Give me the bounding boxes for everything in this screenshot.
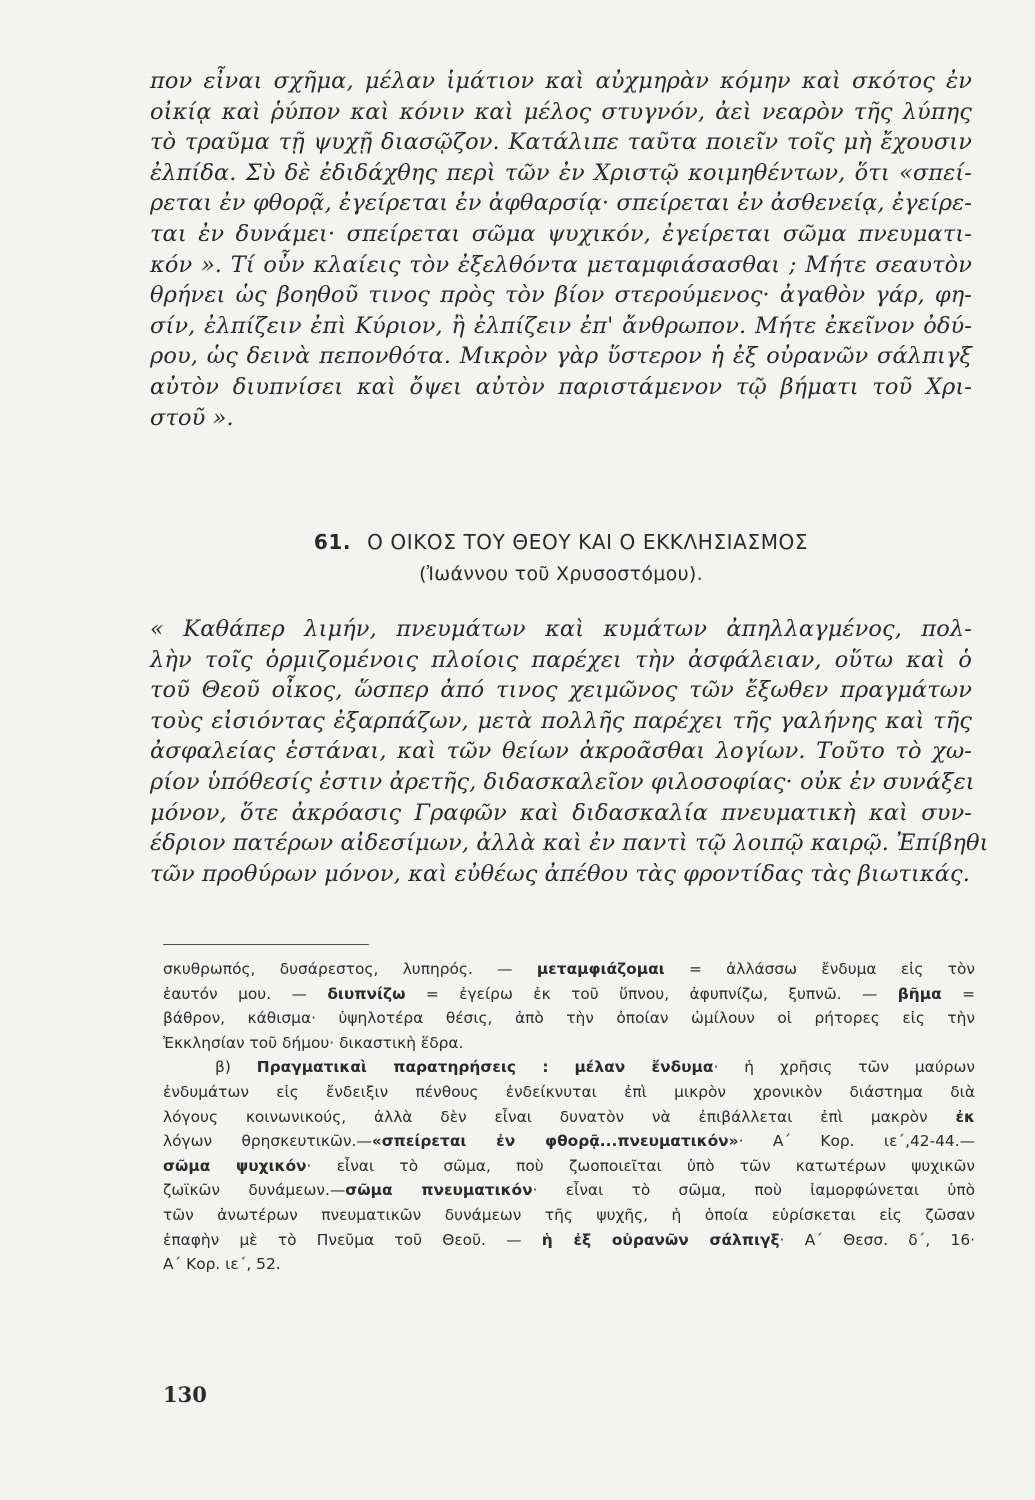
page-number: 130	[163, 1382, 207, 1407]
text-line: στοῦ ».	[150, 404, 234, 431]
note-line	[163, 1228, 975, 1253]
text-line: τῶν προθύρων μόνον, καὶ εὐθέως ἀπέθου τὰς φροντίδας τὰς βιωτικάς.	[150, 860, 970, 887]
text-line: τὸ τραῦμα τῇ ψυχῇ διασῷζον. Κατάλιπε ταῦτα ποιεῖν τοῖς μὴ ἔχουσιν	[150, 129, 972, 156]
note-text: β)	[215, 1058, 257, 1077]
text-line: ται ἐν δυνάμει· σπείρεται σῶμα ψυχικόν, ἐγείρεται σῶμα πνευματι-	[150, 220, 972, 247]
note-line	[163, 1154, 975, 1179]
section-subtitle: (Ἰωάννου τοῦ Χρυσοστόμου).	[419, 563, 703, 585]
text-line: ἀσφαλείας ἑστάναι, καὶ τῶν θείων ἀκροᾶσθαι λογίων. Τοῦτο τὸ χω-	[150, 738, 972, 765]
note-term: σῶμα ψυχικόν	[163, 1156, 307, 1175]
paragraph-1	[150, 66, 972, 433]
note-line	[163, 1129, 975, 1154]
note-text: λόγους κοινωνικούς, ἀλλὰ δὲν εἶναι δυνατὸν νὰ ἐπιβάλλεται ἐπὶ μακρὸν	[163, 1107, 956, 1126]
note-term: διυπνίζω	[327, 984, 406, 1003]
paragraph-2	[150, 614, 989, 889]
note-text: · ἡ χρῆσις τῶν μαύρων	[713, 1058, 975, 1077]
footnotes	[163, 957, 975, 1277]
note-text: · Α΄ Θεσσ. δ΄, 16·	[779, 1230, 976, 1249]
note-line: Α΄ Κορ. ιε΄, 52.	[163, 1255, 281, 1274]
note-text: ἐπαφὴν μὲ τὸ Πνεῦμα τοῦ Θεοῦ. —	[163, 1230, 542, 1249]
text-line: αὐτὸν διυπνίσει καὶ ὄψει αὐτὸν παριστάμενον τῷ βήματι τοῦ Χρι-	[150, 373, 972, 400]
note-line: Ἐκκλησίαν τοῦ δήμου· δικαστικὴ ἕδρα.	[163, 1033, 464, 1052]
text-line: κόν ». Τί οὖν κλαίεις τὸν ἐξελθόντα μεταμφιάσασθαι ; Μήτε σεαυτὸν	[150, 251, 972, 278]
note-term: ἡ ἐξ οὐρανῶν σάλπιγξ	[541, 1230, 780, 1249]
text-line: οἰκίᾳ καὶ ῥύπον καὶ κόνιν καὶ μέλος στυγνόν, ἀεὶ νεαρὸν τῆς λύπης	[150, 98, 972, 125]
note-subheading: Πραγματικαὶ παρατηρήσεις :	[256, 1058, 549, 1077]
text-line: θρήνει ὡς βοηθοῦ τινος πρὸς τὸν βίον στερούμενος· ἀγαθὸν γάρ, φη-	[150, 282, 972, 309]
footnote-divider	[163, 944, 369, 945]
note-line	[163, 1055, 975, 1080]
section-number: 61.	[313, 530, 352, 554]
note-line: ἐνδυμάτων εἰς ἔνδειξιν πένθους ἐνδείκνυται ἐπὶ μικρὸν χρονικὸν διάστημα διὰ	[163, 1082, 975, 1101]
text-line: λὴν τοῖς ὁρμιζομένοις πλοίοις παρέχει τὴν ἀσφάλειαν, οὕτω καὶ ὁ	[150, 646, 972, 673]
note-line	[163, 1105, 975, 1130]
note-line: τῶν ἀνωτέρων πνευματικῶν δυνάμεων τῆς ψυχῆς, ἡ ὁποία εὑρίσκεται εἰς ζῶσαν	[163, 1205, 975, 1224]
note-term: βῆμα	[897, 984, 942, 1003]
text-line: έδριον πατέρων αἰδεσίμων, ἀλλὰ καὶ ἐν παντὶ τῷ λοιπῷ καιρῷ. Ἐπίβηθι	[150, 830, 989, 857]
note-text: · εἶναι τὸ σῶμα, ποὺ ζωοποιεῖται ὑπὸ τῶν κατωτέρων ψυχικῶν	[306, 1156, 975, 1175]
note-term: μέλαν ἔνδυμα	[574, 1058, 714, 1077]
note-text: ἑαυτόν μου. —	[163, 984, 328, 1003]
text-line: σίν, ἐλπίζειν ἐπὶ Κύριον, ἢ ἐλπίζειν ἐπ' ἄνθρωπον. Μήτε ἐκεῖνον ὀδύ-	[150, 312, 972, 339]
note-text: λόγων θρησκευτικῶν.—	[163, 1132, 372, 1151]
text-line: « Καθάπερ λιμήν, πνευμάτων καὶ κυμάτων ἀπηλλαγμένος, πολ-	[150, 616, 972, 642]
text-line: πον εἶναι σχῆμα, μέλαν ἱμάτιον καὶ αὐχμηρὰν κόμην καὶ σκότος ἐν	[150, 68, 972, 94]
note-line	[163, 957, 975, 982]
note-text: =	[941, 984, 975, 1003]
note-text: ζωϊκῶν δυνάμεων.—	[163, 1181, 346, 1200]
note-line	[163, 1178, 975, 1203]
note-term: ἐκ	[955, 1107, 975, 1126]
text-line: ρου, ὡς δεινὰ πεπονθότα. Μικρὸν γὰρ ὕστερον ἡ ἐξ οὐρανῶν σάλπιγξ	[150, 343, 972, 370]
note-term: σῶμα πνευματικόν	[345, 1181, 533, 1200]
text-line: μόνον, ὅτε ἀκρόασις Γραφῶν καὶ διδασκαλία πνευματικὴ καὶ συν-	[150, 799, 972, 826]
note-term: «σπείρεται ἐν φθορᾷ...πνευματικόν»	[371, 1132, 739, 1151]
note-text: · Α΄ Κορ. ιε΄,42-44.—	[738, 1132, 976, 1151]
text-line: ἐλπίδα. Σὺ δὲ ἐδιδάχθης περὶ τῶν ἐν Χριστῷ κοιμηθέντων, ὅτι «σπεί-	[150, 159, 972, 186]
text-line: ρίον ὑπόθεσίς ἐστιν ἀρετῆς, διδασκαλεῖον φιλοσοφίας· οὐκ ἐν συνάξει	[150, 768, 975, 795]
text-line: τοῦ Θεοῦ οἶκος, ὥσπερ ἀπό τινος χειμῶνος τῶν ἔξωθεν πραγμάτων	[150, 677, 972, 704]
note-line: βάθρον, κάθισμα· ὑψηλοτέρα θέσις, ἀπὸ τὴν ὁποίαν ὡμίλουν οἱ ρήτορες εἰς τὴν	[163, 1009, 975, 1028]
text-line: τοὺς εἰσιόντας ἐξαρπάζων, μετὰ πολλῆς παρέχει τῆς γαλήνης καὶ τῆς	[150, 707, 972, 734]
section-heading	[150, 530, 972, 554]
note-text: σκυθρωπός, δυσάρεστος, λυπηρός. —	[163, 960, 537, 978]
note-text: · εἶναι τὸ σῶμα, ποὺ ἰαμορφώνεται ὑπὸ	[532, 1181, 975, 1200]
note-line	[163, 982, 975, 1007]
section-title: Ο ΟΙΚΟΣ ΤΟΥ ΘΕΟΥ ΚΑΙ Ο ΕΚΚΛΗΣΙΑΣΜΟΣ	[367, 530, 809, 554]
note-text	[549, 1058, 575, 1076]
note-text: = ἀλλάσσω ἔνδυμα εἰς τὸν	[664, 960, 976, 978]
note-text: = ἐγείρω ἐκ τοῦ ὕπνου, ἀφυπνίζω, ξυπνῶ. —	[405, 984, 898, 1003]
note-term: μεταμφιάζομαι	[536, 960, 665, 978]
text-line: ρεται ἐν φθορᾷ, ἐγείρεται ἐν ἀφθαρσίᾳ· σπείρεται ἐν ἀσθενείᾳ, ἐγείρε-	[150, 190, 972, 217]
